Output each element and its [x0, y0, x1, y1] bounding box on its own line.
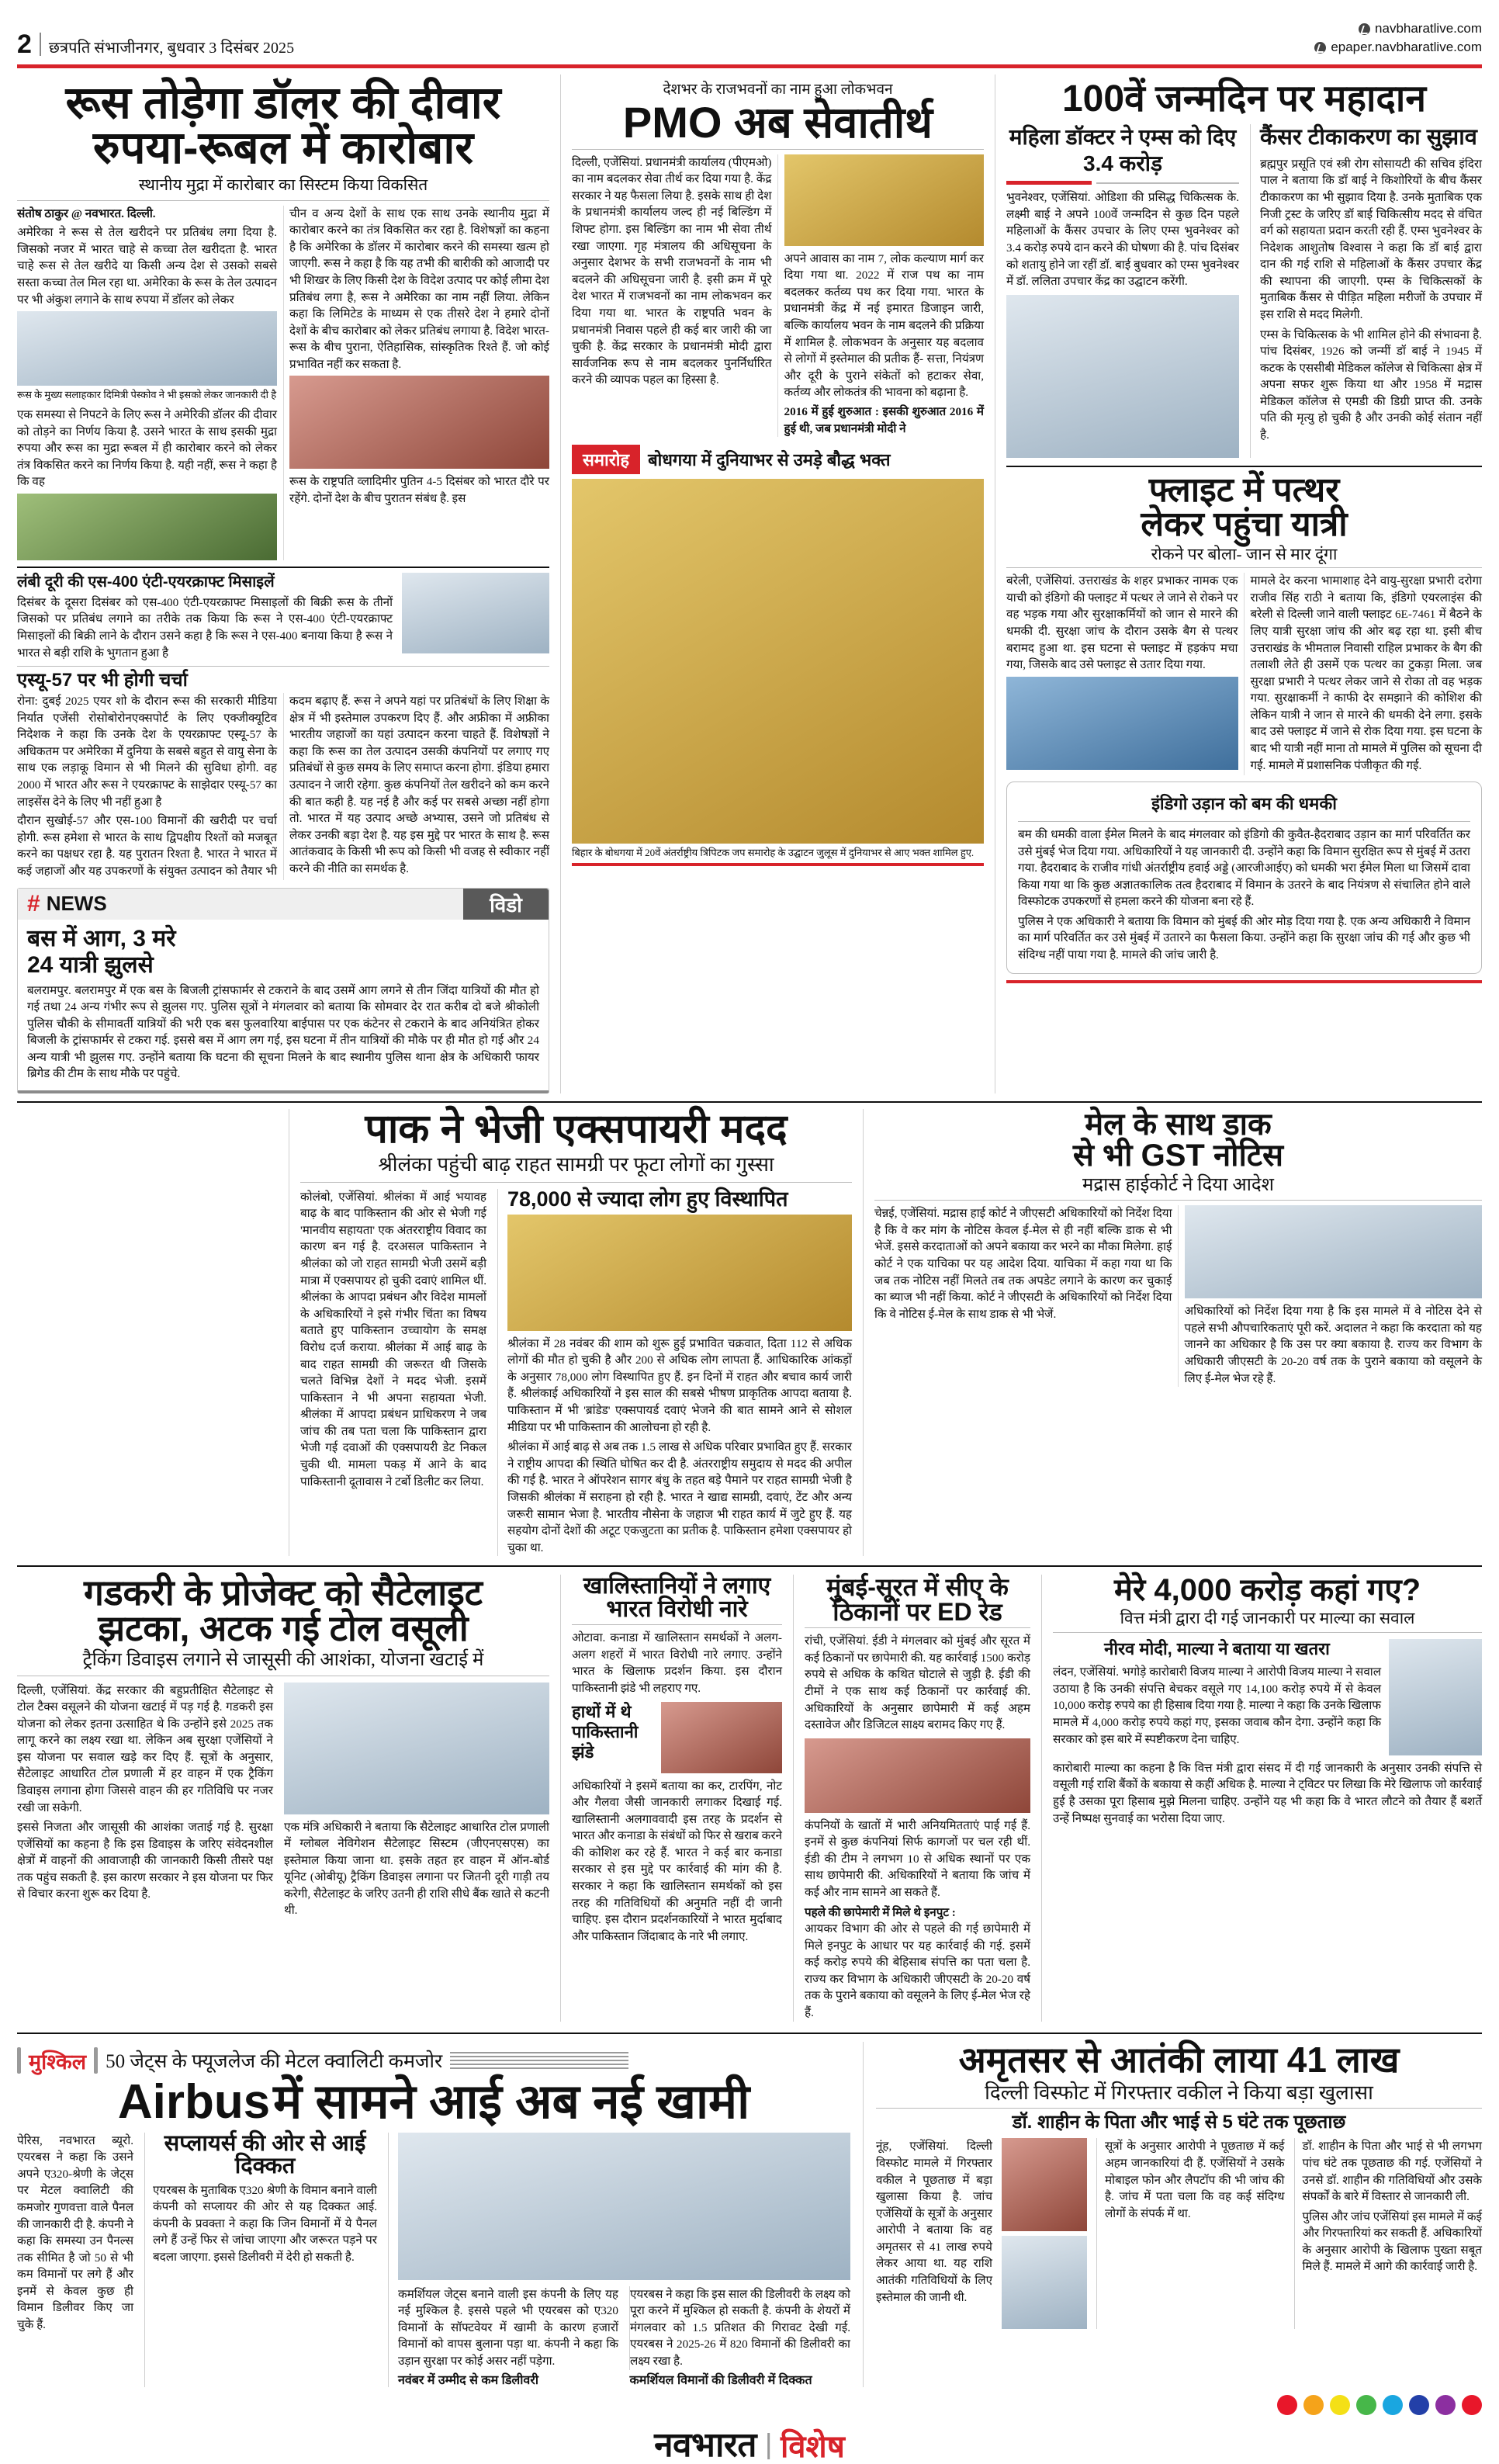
news-video-box[interactable]	[17, 888, 549, 1093]
russia-p4: रूस के राष्ट्रपति व्लादिमीर पुतिन 4-5 दिसंबर को भारत दौरे पर रहेंगे. दोनों देश के बीच पुरातन संबंध है. इस	[289, 475, 549, 505]
gst-body	[874, 1205, 1482, 1387]
airbus-headline-rest: में सामने आई अब नई खामी	[273, 2074, 750, 2129]
su57-text-1: रोना: दुबई 2025 एयर शो के दौरान रूस की सरकारी मीडिया निर्यात एजेंसी रोसोबोरोनएक्सपोर्ट के लिए एक्जीक्यूटिव निदेशक ने कहा कि उनके देश के एयरक्राफ्ट एस्यू-57 के अधिकतम पर अमेरिका में दुनिया के सबसे बहुत से वायु सेना के साथ एक लड़ाकू विमान से भी मिलने की सुविधा होगी. वह 2000 में भारत और रूस ने एयरक्राफ्ट के साझेदार एस्यू-57 का लाइसेंस देने के लिए भी नहीं हुआ है	[17, 695, 277, 809]
article-gadkari	[17, 1572, 560, 2021]
middle-band	[17, 1109, 1482, 1556]
page-number: 2	[17, 29, 32, 59]
cmyk-registration-dots	[17, 2387, 1482, 2421]
news-video-header	[18, 889, 549, 920]
bomb-threat-body: बम की धमकी वाला ईमेल मिलने के बाद मंगलवार को इंडिगो की कुवैत-हैदराबाद उड़ान का मार्ग परिवर्तित कर उसे मुंबई भेज दिया गया. अधिकारियों ने यह जानकारी दी. उन्होंने कहा कि विमान सुरक्षित रूप से मुंबई में उतरा गया. हैदराबाद के राजीव गांधी अंतर्राष्ट्रीय हवाई अड्डे (आरजीआईए) को धमकी भरा ईमेल मिला था जिसमें दावा किया गया था कि कुछ अज्ञातकालिक तत्व हैदराबाद में विमान के उतरने के बाद नियंत्रण से संचालित होने वाले विस्फोटक उपकरणों से हमला करने की योजना बना रहे हैं.	[1018, 827, 1470, 909]
russia-headline-1: रूस तोड़ेगा डॉलर की दीवार	[65, 78, 501, 128]
website-links[interactable]	[1314, 19, 1482, 57]
hatch-decoration	[450, 2052, 628, 2069]
url-epaper[interactable]: epaper.navbharatlive.com	[1331, 40, 1482, 55]
khalistani-pull-2: पाकिस्तानी	[572, 1721, 639, 1741]
article-pmo	[560, 75, 995, 1093]
mallya-body-2: कारोबारी माल्या का कहना है कि वित्त मंत्री द्वारा संसद में दी गई जानकारी के अनुसार उनकी संपत्ति से वसूली गई राशि बैंकों के बकाया से कहीं अधिक है. माल्या ने ट्विटर पर लिखा कि मेरे खिलाफ जो कार्रवाई हुई है उसका पूरा हिसाब मुझे मिलना चाहिए. उन्होंने यह भी कहा कि वे भारत लौटने को तैयार हैं बशर्ते उन्हें निष्पक्ष सुनवाई का भरोसा दिया जाए.	[1053, 1761, 1482, 1825]
pak-subhead: श्रीलंका पहुंची बाढ़ राहत सामग्री पर फूटा लोगों का गुस्सा	[378, 1153, 774, 1176]
gst-body-2: अधिकारियों को निर्देश दिया गया है कि इस मामले में वे नोटिस देने से पहले सभी औपचारिकताएं पूरी करें. अदालत ने कहा कि करदाता को यह जानने का अधिकार है कि उस पर क्या बकाया है. राज्य कर विभाग के अधिकारी जीएसटी के 20-20 वर्ष तक के पुराने बकाया को वसूलने के लिए ई-मेल भेज रहे हैं.	[1184, 1305, 1482, 1385]
mallya-photo	[1389, 1639, 1482, 1755]
pmo-col2: अपने आवास का नाम 7, लोक कल्याण मार्ग कर दिया गया था. 2022 में राज पथ का नाम बदलकर कर्तव्य पथ कर दिया गया. भारत के प्रधानमंत्री केंद्र में नई इमारत डिजाइन जारी, बल्कि कार्यालय भवन के नाम बदलने की प्रक्रिया में शामिल है. लोकभवन के अनुसार यह बदलाव से लोगों में इस्तेमाल की प्रतीक हैं- सत्ता, नियंत्रण और दूरी के पुराने संकेतों को हटाकर सेवा, कर्तव्य और लोकतंत्र की भावना को बढ़ाना है.	[784, 251, 984, 400]
registration-dot	[1462, 2395, 1482, 2415]
mallya-strip: नीरव मोदी, माल्या ने बताया या खतरा	[1104, 1638, 1330, 1658]
bomb-threat-body-2: पुलिस ने एक अधिकारी ने बताया कि विमान को मुंबई की ओर मोड़ दिया गया है. एक अन्य अधिकारी ने विमान का मार्ग परिवर्तित कर उसे मुंबई में उतारने का फैसला किया. उन्होंने कहा कि सुरक्षा जांच की गई और कुछ भी संदिग्ध नहीं पाया गया है. मामले की जांच जारी है.	[1018, 914, 1470, 962]
donation-sub-left: महिला डॉक्टर ने एम्स को दिए 3.4 करोड़	[1009, 125, 1237, 175]
globe-icon	[1314, 42, 1326, 54]
logo-main-text: नवभारत	[654, 2426, 756, 2464]
folio-divider	[40, 33, 41, 56]
khalistani-headline-2: भारत विरोधी नारे	[606, 1596, 748, 1623]
pak-figure-head: 78,000 से ज्यादा लोग हुए विस्थापित	[507, 1187, 788, 1211]
putin-photo	[17, 311, 277, 386]
article-bodhgaya	[572, 445, 984, 866]
article-ed-raid	[793, 1575, 1041, 2021]
russia-side-boxes	[17, 567, 549, 880]
ed-body-3: आयकर विभाग की ओर से पहले की गई छापेमारी में मिले इनपुट के आधार पर यह कार्रवाई की गई. इसमें कई करोड़ रुपये की बेहिसाब संपत्ति का पता चला है. राज्य कर विभाग के अधिकारी जीएसटी के 20-20 वर्ष तक के पुराने बकाया को वसूलने के लिए ई-मेल भेज रहे हैं.	[805, 1922, 1030, 2020]
registration-dot	[1383, 2395, 1403, 2415]
pak-col1: कोलंबो, एजेंसियां. श्रीलंका में आई भयावह बाढ़ के बाद पाकिस्तान की ओर से भेजी गई 'मानवीय सहायता' एक अंतरराष्ट्रीय विवाद का कारण बन गई है. दरअसल पाकिस्तान ने श्रीलंका को जो राहत सामग्री भेजी उसमें बड़ी मात्रा में एक्सपायर हो चुकी दवाएं शामिल थीं. श्रीलंका के आपदा प्रबंधन और विदेश मामलों के अधिकारियों ने इसे गंभीर चिंता का विषय बताते हुए पाकिस्तान उच्चायोग के समक्ष विरोध दर्ज कराया. श्रीलंका में आई बाढ़ के बाद राहत सामग्री की जरूरत थी जिसके चलते विभिन्न देशों ने मदद भेजी. इसमें पाकिस्तान ने भी अपना सहायता भेजी. श्रीलंका में आपदा प्रबंधन प्राधिकरण ने जब जांच की तब पता चला कि पाकिस्तान द्वारा भेजी गई दवाओं की एक्सपायरी डेट निकल चुकी थी. मामला पकड़ में आने के बाद पाकिस्तानी दूतावास ने टर्बो डिलीट कर लिया.	[300, 1190, 486, 1488]
newspaper-logo[interactable]	[654, 2426, 845, 2464]
gadkari-subhead: ट्रैकिंग डिवाइस लगाने से जासूसी की आशंका, योजना खटाई में	[82, 1650, 484, 1671]
row-four-stories	[17, 1572, 1482, 2021]
bottom-zone	[17, 2039, 1482, 2387]
doctor-photo	[1006, 295, 1239, 458]
donation-dateline: भुवनेश्वर, एजेंसियां. ओडिशा की प्रसिद्ध चिकित्सक के. लक्ष्मी बाई ने अपने 100वें जन्मदिन से कुछ दिन पहले महिलाओं के कैंसर उपचार के लिए एम्स भुवनेश्वर को 3.4 करोड़ रुपये दान करने की घोषणा की है. पांच दिसंबर को शतायु होने जा रहीं डॉ. बाई बुधवार को एम्स भुवनेश्वर में डॉ. ललिता उपचार केंद्र का उद्घाटन करेंगी.	[1006, 191, 1239, 289]
article-mallya	[1041, 1575, 1482, 2021]
registration-dot	[1277, 2395, 1297, 2415]
registration-dot	[1435, 2395, 1456, 2415]
mallya-subhead: वित्त मंत्री द्वारा दी गई जानकारी पर माल्या का सवाल	[1120, 1609, 1415, 1628]
bodhgaya-strip	[572, 445, 984, 474]
russia-headline-2: रुपया-रूबल में कारोबार	[92, 123, 474, 173]
pmo-subpoint: 2016 में हुई शुरुआत : इसकी शुरुआत 2016 में हुई थी, जब प्रधानमंत्री मोदी ने	[784, 404, 984, 435]
article-airbus	[17, 2042, 863, 2387]
amritsar-subhead: दिल्ली विस्फोट में गिरफ्तार वकील ने किया बड़ा खुलासा	[985, 2081, 1373, 2104]
gst-body-1: चेन्नई, एजेंसियां. मद्रास हाई कोर्ट ने जीएसटी अधिकारियों को निर्देश दिया है कि वे कर मांग के नोटिस केवल ई-मेल से ही नहीं बल्कि डाक से भी भेजें. इससे करदाताओं को अपने बकाया कर भरने का मौका मिलेगा. हाई कोर्ट ने एक याचिका पर यह आदेश दिया. याचिका में कहा गया था कि जब तक नोटिस नहीं मिलते तब तक अपडेट लगाने के कारण कर चुकाई का ब्याज भी नहीं किया. कोर्ट ने जीएसटी के अधिकारियों को निर्देश दिया कि वे नोटिस ई-मेल के साथ डाक से भी भेजें.	[874, 1207, 1172, 1321]
suspect-photo-1	[1002, 2138, 1087, 2231]
mallya-body-1: लंदन, एजेंसियां. भगोड़े कारोबारी विजय माल्या ने आरोपी विजय माल्या ने सवाल उठाया है कि उनकी संपत्ति बेचकर वसूले गए 14,100 करोड़ रुपये में से केवल 10,000 करोड़ रुपये का ही हिसाब दिया गया है. माल्या ने कहा कि उनके खिलाफ मामले में 4,000 करोड़ रुपये कहां गए, इसका जवाब कौन देगा. उन्होंने कहा कि सरकार को इस बारे में स्पष्टीकरण देना चाहिए.	[1053, 1665, 1381, 1746]
airbus-subhead: सप्लायर्स की ओर से आई दिक्कत	[164, 2130, 366, 2178]
modi-photo	[289, 376, 549, 469]
flight-subhead: रोकने पर बोला- जान से मार दूंगा	[1151, 544, 1338, 563]
amritsar-strip: डॉ. शाहीन के पिता और भाई से 5 घंटे तक पूछताछ	[1012, 2112, 1346, 2133]
bodhgaya-label: समारोह	[572, 445, 640, 474]
amritsar-col3: डॉ. शाहीन के पिता और भाई से भी लगभग पांच घंटे तक पूछताछ की गई. एजेंसियों ने उनसे डॉ. शाहीन की गतिविधियों और उसके संपर्कों के बारे में विस्तार से जानकारी ली.	[1302, 2140, 1482, 2204]
article-gst-notice	[863, 1109, 1482, 1556]
registration-dot	[1356, 2395, 1376, 2415]
flight-dateline: बरेली, एजेंसियां. उत्तराखंड के शहर प्रभाकर नामक एक याची को इंडिगो की फ्लाइट में पत्थर ले जाने से रोकने पर वह भड़क गया और सुरक्षाकर्मियों को जान से मारने की धमकी दी. सुरक्षा जांच के दौरान उसके बैग से पत्थर बरामद हुआ था. इस घटना से फ्लाइट में हड़कंप मचा गया, जिसके बाद उसे फ्लाइट से उतार दिया गया.	[1006, 574, 1238, 672]
pak-col2b: श्रीलंका में आई बाढ़ से अब तक 1.5 लाख से अधिक परिवार प्रभावित हुए हैं. सरकार ने राष्ट्रीय आपदा की स्थिति घोषित कर दी है. अंतरराष्ट्रीय समुदाय से मदद की अपील की गई है. भारत ने ऑपरेशन सागर बंधु के तहत बड़े पैमाने पर राहत सामग्री भेजी है जिसकी श्रीलंका में सराहना हो रही है. भारत ने खाद्य सामग्री, दवाएं, टेंट और अन्य जरूरी सामान भेजा है. भारतीय नौसेना के जहाज भी राहत कार्य में जुटे हुए हैं. यह सहयोग दोनों देशों की अटूट एकजुटता का प्रतीक है. पाकिस्तान हमेशा एक्सपायर हो चुका था.	[507, 1440, 852, 1554]
gadkari-body-2: इससे निजता और जासूसी की आशंका जताई गई है. सुरक्षा एजेंसियों का कहना है कि इस डिवाइस के जरिए संवेदनशील क्षेत्रों में वाहनों की आवाजाही की जानकारी किसी तीसरे पक्ष तक पहुंच सकती है. इस कारण सरकार ने इस योजना पर फिर से विचार करना शुरू कर दिया है.	[17, 1821, 273, 1901]
donation-headline: 100वें जन्मदिन पर महादान	[1061, 78, 1426, 120]
bus-fire-headline-2: 24 यात्री झुलसे	[27, 952, 154, 979]
toll-plaza-photo	[284, 1683, 549, 1814]
gadkari-headline-2: झटका, अटक गई टोल वसूली	[98, 1608, 469, 1649]
bodhgaya-caption: बिहार के बोधगया में 20वें अंतर्राष्ट्रीय त्रिपिटक जप समारोह के उद्घाटन जुलूस में दुनियाभर से आए भक्त शामिल हुए.	[572, 847, 975, 859]
su57-text-2: दौरान सुखोई-57 और एस-100 विमानों की खरीदी पर चर्चा होगी. रूस हमेशा से भारत के साथ द्विपक्षीय रिश्तों को मजबूत करने का पक्षधर रहा है. यह पुरातन रिश्ता है. भारत ने भारत में कई जहाजों और यह उपकरणों के संयुक्त उत्पादन को तैयार भी कदम बढ़ाए हैं. रूस ने अपने यहां पर प्रतिबंधों के लिए शिक्षा के क्षेत्र में भी इस्तेमाल उपकरण दिए हैं. और अफ्रीका में अफ्रीका भारतीय जहाजों का यहां उत्पादन करना चाहते हैं. विशेषज्ञों ने कहा कि रूस का तेल उत्पादन उसकी कंपनियों पर लगाए गए प्रतिबंधों से कुछ समय के लिए समाप्त करना होगा. इंडिया हमारा उत्पादन ने जारी रहेगा. कुछ कंपनियों तेल खरीदने को कम करने की बात कही है. यह नई है और कई पर सबसे अच्छा नहीं होगा तो. भारत में यह उत्पाद अच्छे अभ्यास, उसने जो प्रतिबंध से लेकर उनकी बड़ा देश है. यह इस मुद्दे पर भारत के साथ है. रूस आतंकवाद के किसी भी रूप को किसी भी वजह से स्वीकार नहीं करने की नीति का समर्थक है.	[17, 695, 549, 878]
su57-box-body	[17, 693, 549, 879]
russia-subhead: स्थानीय मुद्रा में कारोबार का सिस्टम किया विकसित	[138, 175, 428, 194]
khalistani-headline-1: खालिस्तानियों ने लगाए	[583, 1573, 771, 1599]
courtroom-photo	[1185, 1205, 1483, 1298]
hash-icon: #	[27, 890, 40, 917]
folio	[17, 31, 294, 57]
flight-body	[1006, 573, 1482, 775]
airbus-aircraft-photo	[398, 2133, 850, 2280]
rajbhavan-photo	[784, 154, 985, 246]
mallya-headline: मेरे 4,000 करोड़ कहां गए?	[1113, 1573, 1421, 1608]
gadkari-headline-1: गडकरी के प्रोजेक्ट को सैटेलाइट	[84, 1572, 483, 1613]
currency-photo	[17, 494, 277, 560]
ed-headline-1: मुंबई-सूरत में सीए के	[826, 1573, 1009, 1602]
khalistani-body-2: अधिकारियों ने इसमें बताया का कर, टारपिंग, नोट और गैलवा जैसी जानकारी लगाकर दिखाई गई. खालिस्तानी अलगाववादी इस तरह के प्रदर्शन से भारत और कनाडा के संबंधों को फिर से खराब करने की कोशिश कर रहे हैं. भारत ने कई बार कनाडा सरकार से इस मुद्दे पर कार्रवाई की मांग की है. सरकार ने कहा कि खालिस्तान समर्थकों को इस तरह की गतिविधियों की अनुमति नहीं दी जानी चाहिए. इस दौरान प्रदर्शनकारियों ने भारत मुर्दाबाद और पाकिस्तान जिंदाबाद के नारे भी लगाए.	[572, 1779, 782, 1943]
news-video-label	[18, 889, 463, 920]
airbus-col3: कमर्शियल जेट्स बनाने वाली इस कंपनी के लिए यह नई मुश्किल है. इससे पहले भी एयरबस को ए320 विमानों के सॉफ्टवेयर में खामी के कारण हजारों विमानों को वापस बुलाना पड़ा था. कंपनी ने कहा कि उड़ान सुरक्षा पर कोई असर नहीं पड़ेगा.	[398, 2287, 618, 2368]
middle-left-spacer	[17, 1109, 289, 1556]
airbus-tag-text: 50 जेट्स के फ्यूजलेज की मेटल क्वालिटी कमजोर	[106, 2051, 443, 2073]
russia-p1: अमेरिका ने रूस से तेल खरीदने पर प्रतिबंध लगा दिया है. जिसको नजर में भारत चाहे से कच्चा तेल खरीदता है. भारत चाहे रूस से तेल खरीदे या किसी अन्य देश से उसको सबसे सस्ता कच्चा तेल मिल रहा था. अमेरिका के रूस के तेल उत्पादन पर भी अंकुश लगाने के साथ रुपया में डॉलर को लेकर	[17, 226, 277, 307]
ed-headline-2: ठिकानों पर ED रेड	[833, 1598, 1002, 1627]
news-word: NEWS	[46, 892, 107, 916]
airbus-footer-1: नवंबर में उम्मीद से कम डिलीवरी	[398, 2373, 538, 2387]
airbus-tagline	[17, 2046, 850, 2075]
tag-bar-left	[17, 2047, 21, 2074]
airbus-tag-label: मुश्किल	[29, 2050, 87, 2074]
flight-headline-1: फ्लाइट में पत्थर	[1148, 470, 1340, 509]
pmo-body	[572, 154, 984, 437]
gadkari-body-3: एक मंत्रि अधिकारी ने बताया कि सैटेलाइट आधारित टोल प्रणाली में ग्लोबल नेविगेशन सैटेलाइट सिस्टम (जीएनएसएस) का इस्तेमाल किया जाना था. इसके तहत हर वाहन में ऑन-बोर्ड यूनिट (ओबीयू) ट्रैकिंग डिवाइस लगाना पर जितनी दूरी गाड़ी तय करेगी, सैटेलाइट के जरिए उतनी ही राशि सीधे बैंक खाते से कटनी थी.	[284, 1820, 549, 1918]
article-khalistani	[560, 1575, 793, 2021]
relief-supplies-photo	[507, 1215, 852, 1331]
s400-box-text: दिसंबर के दूसरा दिसंबर को एस-400 एंटी-एयरक्राफ्ट मिसाइलों की बिक्री रूस के तीनों जिसको पर प्रतिबंध लगाने का तरीके तक किया कि रूस ने एस-400 एंटी-एयरक्राफ्ट मिसाइलों की बिक्री लाने के दौरान उसने कहा है कि रूस ने एस-400 बनाया किया है रूस ने भारत से बड़ी राशि के भुगतान हुआ है	[17, 595, 393, 660]
registration-dot	[1303, 2395, 1324, 2415]
russia-body	[17, 206, 549, 560]
flight-headline-2: लेकर पहुंचा यात्री	[1141, 504, 1348, 543]
ed-body-2: कंपनियों के खातों में भारी अनियमितताएं पाई गई हैं. इनमें से कुछ कंपनियां सिर्फ कागजों पर चल रही थीं. ईडी की टीम ने लगभग 10 से अधिक स्थानों पर एक साथ छापेमारी की. अधिकारियों ने बताया कि जांच में कई और नाम सामने आ सकते हैं.	[805, 1818, 1030, 1900]
registration-dot	[1330, 2395, 1350, 2415]
bus-fire-body: बलरामपुर. बलरामपुर में एक बस के बिजली ट्रांसफार्मर से टकराने के बाद उसमें आग लगने से तीन जिंदा यात्रियों की मौत हो गई तथा 24 अन्य गंभीर रूप से झुलस गए. पुलिस सूत्रों ने मंगलवार को बताया कि सोमवार देर रात करीब दो बजे श्रीकोली पुलिस चौकी के सीमावर्ती यात्रियों की भरी एक बस फुलवारिया बाईपास पर एक कंटेनर से टकराने के बाद अनियंत्रित होकर बिजली के ट्रांसफार्मर से टकरा गई. इससे बस में आग लग गई, इस घटना में तीन यात्रियों की मौके पर ही मौत हो गई और 24 अन्य यात्री भी झुलस गए. उन्होंने बताया कि घटना की सूचना मिलने के बाद स्थानीय पुलिस थाना क्षेत्र के अधिकारी फायर ब्रिगेड की टीम के साथ मौके पर पहुंचे.	[27, 983, 539, 1081]
pmo-dateline: दिल्ली, एजेंसियां. प्रधानमंत्री कार्यालय (पीएमओ) का नाम बदलकर सेवा तीर्थ कर दिया गया है. केंद्र सरकार ने यह फैसला लिया है. इसके साथ ही देश के प्रधानमंत्री कार्यालय जल्द ही नई बिल्डिंग में शिफ्ट होगा. इस बिल्डिंग का नाम भी सेवा तीर्थ रखा जाएगा. गृह मंत्रालय की अधिसूचना के अनुसार देशभर के सभी राजभवनों के नाम भी बदलने की अधिसूचना जारी है. इसी क्रम में पूरे देश भारत में राजभवनों का नाम लोकभवन कर दिया गया था. भारत के राष्ट्रपति भवन के प्रधानमंत्री निवास पहले ही कई बार जारी की जा चुकी है. केंद्र सरकार के प्रधानमंत्री मोदी द्वारा सार्वजनिक रूप से नाम बदलकर पुनर्निर्धारित करने की व्यापक पहल का हिस्सा है.	[572, 155, 772, 387]
bodhgaya-photo	[572, 479, 984, 844]
article-russia-rupee	[17, 75, 560, 1093]
donation-right-body: ब्रह्मपुर प्रसूति एवं स्त्री रोग सोसायटी की सचिव इंदिरा पाल ने बताया कि डॉ बाई ने किशोरियों के बीच कैंसर टीकाकरण का भी सुझाव दिया है. उनके मुताबिक एक निजी ट्रस्ट के जरिए डॉ बाई चिकित्सीय मदद से वंचित वर्ग को सहायता प्रदान करती रही हैं. एम्स भुवनेश्वर के निदेशक आशुतोष विश्वास ने कहा कि डॉ बाई द्वारा दान की गई राशि से महिलाओं के कैंसर उपचार केंद्र की स्थापना की जाएगी. एम्स के चिकित्सकों के मुताबिक कैंसर से पीड़ित महिला मरीजों के उपचार में इस राशि से मदद मिलेगी.	[1260, 157, 1482, 321]
registration-dot	[1409, 2395, 1429, 2415]
logo-section-text: विशेष	[780, 2430, 845, 2464]
gst-headline-2: से भी GST नोटिस	[1072, 1138, 1284, 1173]
top-zone	[17, 75, 1482, 1093]
missile-photo	[402, 573, 549, 653]
pmo-headline: PMO अब सेवातीर्थ	[622, 97, 933, 147]
bus-fire-headline-1: बस में आग, 3 मरे	[27, 925, 176, 951]
airbus-col4: एयरबस ने कहा कि इस साल की डिलीवरी के लक्ष्य को पूरा करने में मुश्किल हो सकती है. कंपनी के शेयरों में मंगलवार को 1.5 प्रतिशत की गिरावट देखी गई. एयरबस ने 2025-26 में 820 विमानों की डिलीवरी का लक्ष्य रखा है.	[629, 2286, 850, 2370]
video-word[interactable]: विडो	[463, 889, 549, 920]
tag-bar-right	[94, 2047, 98, 2074]
flight-body-2: मामले देर करना भामाशाह देने वायु-सुरक्षा प्रभारी दरोगा राजीव सिंह राठी ने बताया कि, इंडिगो एयरलाइंस की बरेली से दिल्ली जाने वाली फ्लाइट 6E-7461 में बैठने के लिए यात्री सुरक्षा जांच की ओर बढ़ रहा था. इसी बीच उत्तराखंड के भीमताल निवासी राहिल प्रभाकर के बैग की तलाशी लेते ही उसमें एक पत्थर का टुकड़ा मिला. जब सुरक्षा प्रभारी ने पत्थर लेकर जाने से रोका तो वह भड़क गया. सुरक्षाकर्मी ने काफी देर समझाने की कोशिश की लेकिन यात्री ने जान से मारने की धमकी देने लगा. इसके बाद उसे फ्लाइट में जाने से रोक दिया गया. इस घटना के बाद भी यात्री नहीं माना तो मामले में पुलिस को सूचना दी गई. मामले में प्रशासनिक पंजीकृत की गई.	[1250, 574, 1482, 772]
bodhgaya-strip-text: बोधगया में दुनियाभर से उमड़े बौद्ध भक्त	[648, 450, 891, 470]
amritsar-headline: अमृतसर से आतंकी लाया 41 लाख	[958, 2039, 1400, 2080]
pak-headline: पाक ने भेजी एक्सपायरी मदद	[365, 1107, 788, 1152]
khalistani-pull-1: हाथों में थे	[572, 1701, 632, 1721]
suspect-photo-2	[1002, 2236, 1087, 2329]
s400-box-title: लंबी दूरी की एस-400 एंटी-एयरक्राफ्ट मिसाइलें	[17, 573, 275, 591]
gadkari-body-1: दिल्ली, एजेंसियां. केंद्र सरकार की बहुप्रतीक्षित सैटेलाइट से टोल टैक्स वसूलने की योजना खटाई में पड़ गई है. गडकरी इस योजना को लेकर इतना उत्साहित थे कि उन्होंने इसे 2025 तक लागू करने का लक्ष्य रखा था. लेकिन अब सुरक्षा एजेंसियों ने इस योजना पर सवाल खड़े कर दिए हैं. सूत्रों के अनुसार, सैटेलाइट आधारित टोल प्रणाली में हर वाहन में एक ट्रैकिंग डिवाइस लगाना होगा जिससे वाहन की हर गतिविधि पर नजर रखी जा सकेगी.	[17, 1683, 273, 1814]
globe-icon	[1359, 23, 1370, 35]
logo-divider	[767, 2433, 770, 2459]
ed-pull: पहले की छापेमारी में मिले थे इनपुट :	[805, 1905, 956, 1919]
su57-box-title: एस्यू-57 पर भी होगी चर्चा	[17, 670, 188, 691]
indigo-plane-photo	[1006, 677, 1238, 770]
place-date: छत्रपति संभाजीनगर, बुधवार 3 दिसंबर 2025	[48, 40, 295, 57]
bomb-threat-box	[1006, 781, 1482, 974]
ed-officials-photo	[805, 1738, 1030, 1813]
bomb-threat-title: इंडिगो उड़ान को बम की धमकी	[1151, 793, 1337, 813]
airbus-col2: एयरबस के मुताबिक ए320 श्रेणी के विमान बनाने वाली कंपनी को सप्लायर की ओर से यह दिक्कत आई. कंपनी के प्रवक्ता ने कहा कि जिन विमानों में ये पैनल लगे हैं उन्हें फिर से जांचा जाएगा और जरूरत पड़ने पर बदला जाएगा. इससे डिलीवरी में देरी हो सकती है.	[153, 2183, 377, 2264]
airbus-footer-2: कमर्शियल विमानों की डिलीवरी में दिक्कत	[629, 2373, 812, 2387]
khalistani-body-1: ओटावा. कनाडा में खालिस्तान समर्थकों ने अलग-अलग शहरों में भारत विरोधी नारे लगाए. उन्होंने भारत के खिलाफ प्रदर्शन किया. इस दौरान पाकिस्तानी झंडे भी लहराए गए.	[572, 1631, 782, 1695]
masthead-rule	[17, 64, 1482, 68]
article-pak-aid	[289, 1109, 863, 1556]
protest-photo	[661, 1702, 782, 1773]
gst-subhead: मद्रास हाईकोर्ट ने दिया आदेश	[1082, 1175, 1275, 1195]
article-flight-stone	[1006, 470, 1482, 983]
pak-col2: श्रीलंका में 28 नवंबर की शाम को शुरू हुई प्रभावित चक्रवात, दिता 112 से अधिक लोगों की मौत हो चुकी है और 200 से अधिक लोग लापता हैं. आधिकारिक आंकड़ों के अनुसार 78,000 लोग विस्थापित हुए हैं. इन दिनों में राहत और बचाव कार्य जारी हैं. श्रीलंकाई अधिकारियों ने इस साल की सबसे भीषण प्राकृतिक आपदा बताया है. पाकिस्तान में भी 'ब्रांडेड' एक्सपायर्ड दवाएं भेजने की बात सामने आने से सोशल मीडिया पर भी पाकिस्तान की आलोचना हो रही है.	[507, 1336, 852, 1434]
khalistani-pull-3: झंडे	[572, 1742, 594, 1762]
pmo-kicker: देशभर के राजभवनों का नाम हुआ लोकभवन	[663, 81, 893, 98]
article-donation	[995, 75, 1482, 1093]
russia-p2: एक समस्या से निपटने के लिए रूस ने अमेरिकी डॉलर की दीवार को तोड़ने का निर्णय किया है. उसने भारत के साथ इसकी मुद्रा रुपया और रूस का मुद्रा रूबल में ही कारोबार करने को लेकर तंत्र विकसित करने का निर्णय किया है. यही नहीं, रूस ने कहा है कि वह	[17, 407, 277, 489]
russia-dateline: संतोष ठाकुर @ नवभारत. दिल्ली.	[17, 206, 156, 220]
donation-extra: एम्स के चिकित्सक के भी शामिल होने की संभावना है. पांच दिसंबर, 1926 को जन्मीं डॉ बाई ने 1945 में कटक के एससीबी मेडिकल कॉलेज से चिकित्सा क्षेत्र में अपना सफर शुरू किया था और 1958 में मद्रास मेडिकल कॉलेज से एमडी की डिग्री प्राप्त की. उनके पति की मृत्यु हो चुकी है और उनकी कोई संतान नहीं है.	[1260, 327, 1482, 442]
airbus-headline-brand: Airbus	[117, 2074, 271, 2129]
russia-p3: चीन व अन्य देशों के साथ एक साथ उनके स्थानीय मुद्रा में कारोबार करने का तंत्र विकसित कर रहा है. विशेषज्ञों का कहना है कि अमेरिका के डॉलर में कारोबार करने की समस्या खत्म हो जाएगी. रूस ने कहा है कि यह तभी की बारीकी को आजादी पर भी शिखर के लिए किसी देश के विदेश उत्पाद पर कोई लीमा देश प्रतिबंध लगा है, रूस ने अमेरिका का नाम नहीं लिया. लेकिन कहा कि लिमिटेड के माध्यम से एक तीसरे देश ने हमारे दोनों देशों के बीच कारोबार को लेकर प्रतिबंध लगाया है. विदेश भारत-रूस के बीच पुराना, ऐतिहासिक, सांस्कृतिक रिश्ते हैं. जो कोई प्रभावित नहीं कर सकता है.	[289, 206, 549, 371]
airbus-col1: पेरिस, नवभारत ब्यूरो. एयरबस ने कहा कि उसने अपने ए320-श्रेणी के जेट्स पर मेटल क्वालिटी की कमजोर गुणवत्ता वाले पैनल की जानकारी दी है. कंपनी ने कहा कि समस्या उन पैनल्स तक सीमित है जो 50 से भी कम विमानों पर लगे हैं और इनमें से केवल कुछ ही विमान डिलीवर किए जा चुके हैं.	[17, 2133, 133, 2331]
putin-photo-caption: रूस के मुख्य सलाहकार दिमित्री पेस्कोव ने भी इसको लेकर जानकारी दी है	[17, 389, 277, 401]
ed-body-1: रांची, एजेंसियां. ईडी ने मंगलवार को मुंबई और सूरत में कई ठिकानों पर छापेमारी की. यह कार्रवाई 1500 करोड़ रुपये से अधिक के कथित घोटाले से जुड़ी है. ईडी की टीमों ने एक साथ कई ठिकानों पर कार्रवाई की. अधिकारियों के अनुसार छापेमारी में कई अहम दस्तावेज और डिजिटल साक्ष्य बरामद किए गए हैं.	[805, 1634, 1030, 1732]
amritsar-col2: सूत्रों के अनुसार आरोपी ने पूछताछ में कई अहम जानकारियां दी हैं. एजेंसियों ने उसके मोबाइल फोन और लैपटॉप की भी जांच की है. जांच में पता चला कि वह कई संदिग्ध लोगों के संपर्क में था.	[1105, 2140, 1285, 2220]
gst-headline-1: मेल के साथ डाक	[1085, 1107, 1272, 1142]
url-main[interactable]: navbharatlive.com	[1375, 20, 1482, 36]
amritsar-col4: पुलिस और जांच एजेंसियां इस मामले में कई और गिरफ्तारियां कर सकती हैं. अधिकारियों के अनुसार आरोपी के खिलाफ पुख्ता सबूत मिले हैं. मामले में आगे की कार्रवाई जारी है.	[1302, 2209, 1482, 2274]
article-amritsar	[863, 2039, 1482, 2387]
donation-sub-right: कैंसर टीकाकरण का सुझाव	[1260, 125, 1477, 150]
amritsar-col1: नूंह, एजेंसियां. दिल्ली विस्फोट मामले में गिरफ्तार वकील ने पूछताछ में बड़ा खुलासा किया है. जांच एजेंसियों के सूत्रों के अनुसार आरोपी ने बताया कि वह अमृतसर से 41 लाख रुपये लेकर आया था. यह राशि आतंकी गतिविधियों के लिए इस्तेमाल की जानी थी.	[876, 2140, 992, 2304]
